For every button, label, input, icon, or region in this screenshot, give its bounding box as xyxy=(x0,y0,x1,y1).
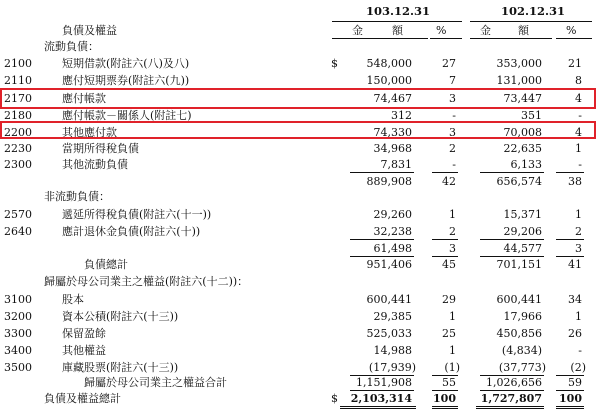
row-label: 遞延所得稅負債(附註六(十一)) xyxy=(62,208,212,221)
head-underline xyxy=(332,38,428,39)
row-label: 股本 xyxy=(62,293,84,306)
row-pct-1: 1 xyxy=(449,344,456,357)
amount-head-left-2: 金 xyxy=(480,24,491,37)
row-amount-2: 29,206 xyxy=(503,225,542,238)
row-pct-1: 7 xyxy=(449,74,456,87)
row-amount-2: 600,441 xyxy=(496,293,542,306)
row-amount-1: 312 xyxy=(391,109,412,122)
row-pct-2: 8 xyxy=(575,74,582,87)
subtotal-rule xyxy=(556,390,584,391)
row-label: 負債及權益總計 xyxy=(44,392,121,405)
row-amount-1: 1,151,908 xyxy=(356,376,412,389)
row-code: 2300 xyxy=(4,158,32,171)
subtotal-rule xyxy=(480,172,544,173)
row-amount-2: 450,856 xyxy=(496,327,542,340)
row-code: 3200 xyxy=(4,310,32,323)
subtotal-amount-2: 44,577 xyxy=(503,242,542,255)
row-label: 應付帳款－關係人(附註七) xyxy=(62,109,192,122)
row-pct-1: 27 xyxy=(442,57,456,70)
current-liabilities-label: 流動負債： xyxy=(44,40,99,53)
equity-parent-label: 歸屬於母公司業主之權益(附註六(十二))： xyxy=(44,275,249,288)
subtotal-rule xyxy=(432,239,458,240)
amount-head-right-2: 額 xyxy=(518,24,529,37)
row-pct-1: 25 xyxy=(442,327,456,340)
row-label: 庫藏股票(附註六(十三)) xyxy=(62,361,179,374)
row-code: 3100 xyxy=(4,293,32,306)
currency-symbol: $ xyxy=(331,57,338,70)
row-pct-2: - xyxy=(578,344,582,357)
row-code: 2230 xyxy=(4,142,32,155)
row-label: 其他應付款 xyxy=(62,126,117,139)
subtotal-rule xyxy=(480,390,544,391)
row-pct-1: 55 xyxy=(442,376,456,389)
currency-symbol: $ xyxy=(331,392,338,405)
row-amount-2: 22,635 xyxy=(503,142,542,155)
pct-head-2: % xyxy=(566,24,577,37)
subtotal-pct-2: 38 xyxy=(568,175,582,188)
row-label: 其他流動負債 xyxy=(62,158,128,171)
row-code: 2180 xyxy=(4,109,32,122)
subtotal-rule xyxy=(432,390,458,391)
amount-head-right-1: 額 xyxy=(392,24,403,37)
subtotal-rule xyxy=(350,256,414,257)
subtotal-pct-1: 3 xyxy=(449,242,456,255)
row-pct-2: - xyxy=(578,158,582,171)
row-label: 應付帳款 xyxy=(62,92,106,105)
total-double-rule xyxy=(340,406,416,409)
row-amount-2: 353,000 xyxy=(496,57,542,70)
total-double-rule xyxy=(556,406,584,409)
row-label: 應計退休金負債(附註六(十)) xyxy=(62,225,201,238)
row-amount-1: 150,000 xyxy=(366,74,412,87)
head-underline xyxy=(556,38,592,39)
row-amount-2: 351 xyxy=(521,109,542,122)
row-amount-2: (37,773) xyxy=(498,361,546,374)
row-code: 2570 xyxy=(4,208,32,221)
row-code: 2640 xyxy=(4,225,32,238)
row-pct-1: 29 xyxy=(442,293,456,306)
head-underline xyxy=(430,38,462,39)
section-title: 負債及權益 xyxy=(62,24,117,37)
subtotal-amount-2: 656,574 xyxy=(496,175,542,188)
row-pct-2: 34 xyxy=(568,293,582,306)
row-pct-2: 1 xyxy=(575,142,582,155)
row-label: 其他權益 xyxy=(62,344,106,357)
row-label: 應付短期票券(附註六(九)) xyxy=(62,74,190,87)
row-amount-1: 32,238 xyxy=(373,225,412,238)
row-amount-1: 525,033 xyxy=(366,327,412,340)
highlight-box-accounts-payable xyxy=(0,88,596,109)
subtotal-pct-2: 3 xyxy=(575,242,582,255)
row-label: 短期借款(附註六(八)及八) xyxy=(62,57,190,70)
row-label: 資本公積(附註六(十三)) xyxy=(62,310,179,323)
row-pct-1: 3 xyxy=(449,92,456,105)
subtotal-amount-1: 889,908 xyxy=(366,175,412,188)
row-code: 3400 xyxy=(4,344,32,357)
subtotal-rule xyxy=(556,172,584,173)
row-pct-1: 1 xyxy=(449,310,456,323)
subtotal-amount-1: 61,498 xyxy=(373,242,412,255)
row-pct-2: 2 xyxy=(575,225,582,238)
noncurrent-liabilities-label: 非流動負債： xyxy=(44,190,110,203)
pct-head-1: % xyxy=(436,24,447,37)
row-amount-1: 34,968 xyxy=(373,142,412,155)
subtotal-rule xyxy=(480,256,544,257)
row-code: 2170 xyxy=(4,92,32,105)
row-amount-1: 29,260 xyxy=(373,208,412,221)
row-code: 2100 xyxy=(4,57,32,70)
row-pct-2: 41 xyxy=(568,258,582,271)
row-pct-1: 100 xyxy=(433,392,456,405)
row-pct-1: - xyxy=(452,109,456,122)
row-pct-2: 26 xyxy=(568,327,582,340)
row-pct-1: 45 xyxy=(442,258,456,271)
row-pct-1: 2 xyxy=(449,142,456,155)
subtotal-rule xyxy=(556,256,584,257)
row-pct-2: 1 xyxy=(575,208,582,221)
row-amount-2: 1,026,656 xyxy=(486,376,542,389)
subtotal-pct-1: 42 xyxy=(442,175,456,188)
row-amount-2: 15,371 xyxy=(503,208,542,221)
row-pct-1: 1 xyxy=(449,208,456,221)
row-amount-1: 600,441 xyxy=(366,293,412,306)
row-amount-2: 131,000 xyxy=(496,74,542,87)
subtotal-rule xyxy=(480,239,544,240)
row-pct-1: 3 xyxy=(449,126,456,139)
head-underline xyxy=(470,38,552,39)
row-label: 負債總計 xyxy=(84,258,128,271)
amount-head-left-1: 金 xyxy=(352,24,363,37)
subtotal-rule xyxy=(350,172,414,173)
highlight-box-other-payables xyxy=(0,121,596,139)
subtotal-rule xyxy=(556,239,584,240)
row-amount-1: 951,406 xyxy=(366,258,412,271)
row-amount-2: 701,151 xyxy=(496,258,542,271)
subtotal-rule xyxy=(432,172,458,173)
row-amount-2: 1,727,807 xyxy=(480,392,542,405)
row-label: 當期所得稅負債 xyxy=(62,142,139,155)
row-amount-2: (4,834) xyxy=(501,344,542,357)
row-pct-2: 21 xyxy=(568,57,582,70)
row-label: 保留盈餘 xyxy=(62,327,106,340)
period2-header: 102.12.31 xyxy=(500,4,566,18)
subtotal-rule xyxy=(350,239,414,240)
row-amount-1: 2,103,314 xyxy=(350,392,412,405)
row-code: 2110 xyxy=(4,74,32,87)
row-pct-2: 1 xyxy=(575,310,582,323)
row-code: 2200 xyxy=(4,126,32,139)
row-pct-2: (2) xyxy=(570,361,586,374)
row-pct-1: (1) xyxy=(444,361,460,374)
row-label: 歸屬於母公司業主之權益合計 xyxy=(84,376,227,389)
row-amount-2: 73,447 xyxy=(503,92,542,105)
row-pct-2: 59 xyxy=(568,376,582,389)
row-amount-1: 29,385 xyxy=(373,310,412,323)
row-amount-1: 14,988 xyxy=(373,344,412,357)
row-code: 3300 xyxy=(4,327,32,340)
row-amount-1: 548,000 xyxy=(366,57,412,70)
row-pct-2: 100 xyxy=(559,392,582,405)
row-pct-2: 4 xyxy=(575,126,582,139)
row-amount-1: 74,330 xyxy=(373,126,412,139)
row-code: 3500 xyxy=(4,361,32,374)
row-pct-2: - xyxy=(578,109,582,122)
period1-header: 103.12.31 xyxy=(365,4,431,18)
row-pct-1: 2 xyxy=(449,225,456,238)
header-rule-2 xyxy=(470,21,592,22)
subtotal-rule xyxy=(432,256,458,257)
row-pct-2: 4 xyxy=(575,92,582,105)
header-rule-1 xyxy=(332,21,462,22)
row-amount-2: 6,133 xyxy=(510,158,542,171)
subtotal-rule xyxy=(350,390,414,391)
row-amount-2: 17,966 xyxy=(503,310,542,323)
row-pct-1: - xyxy=(452,158,456,171)
total-double-rule xyxy=(476,406,544,409)
row-amount-2: 70,008 xyxy=(503,126,542,139)
total-double-rule xyxy=(432,406,458,409)
row-amount-1: (17,939) xyxy=(368,361,416,374)
row-amount-1: 7,831 xyxy=(380,158,412,171)
row-amount-1: 74,467 xyxy=(373,92,412,105)
